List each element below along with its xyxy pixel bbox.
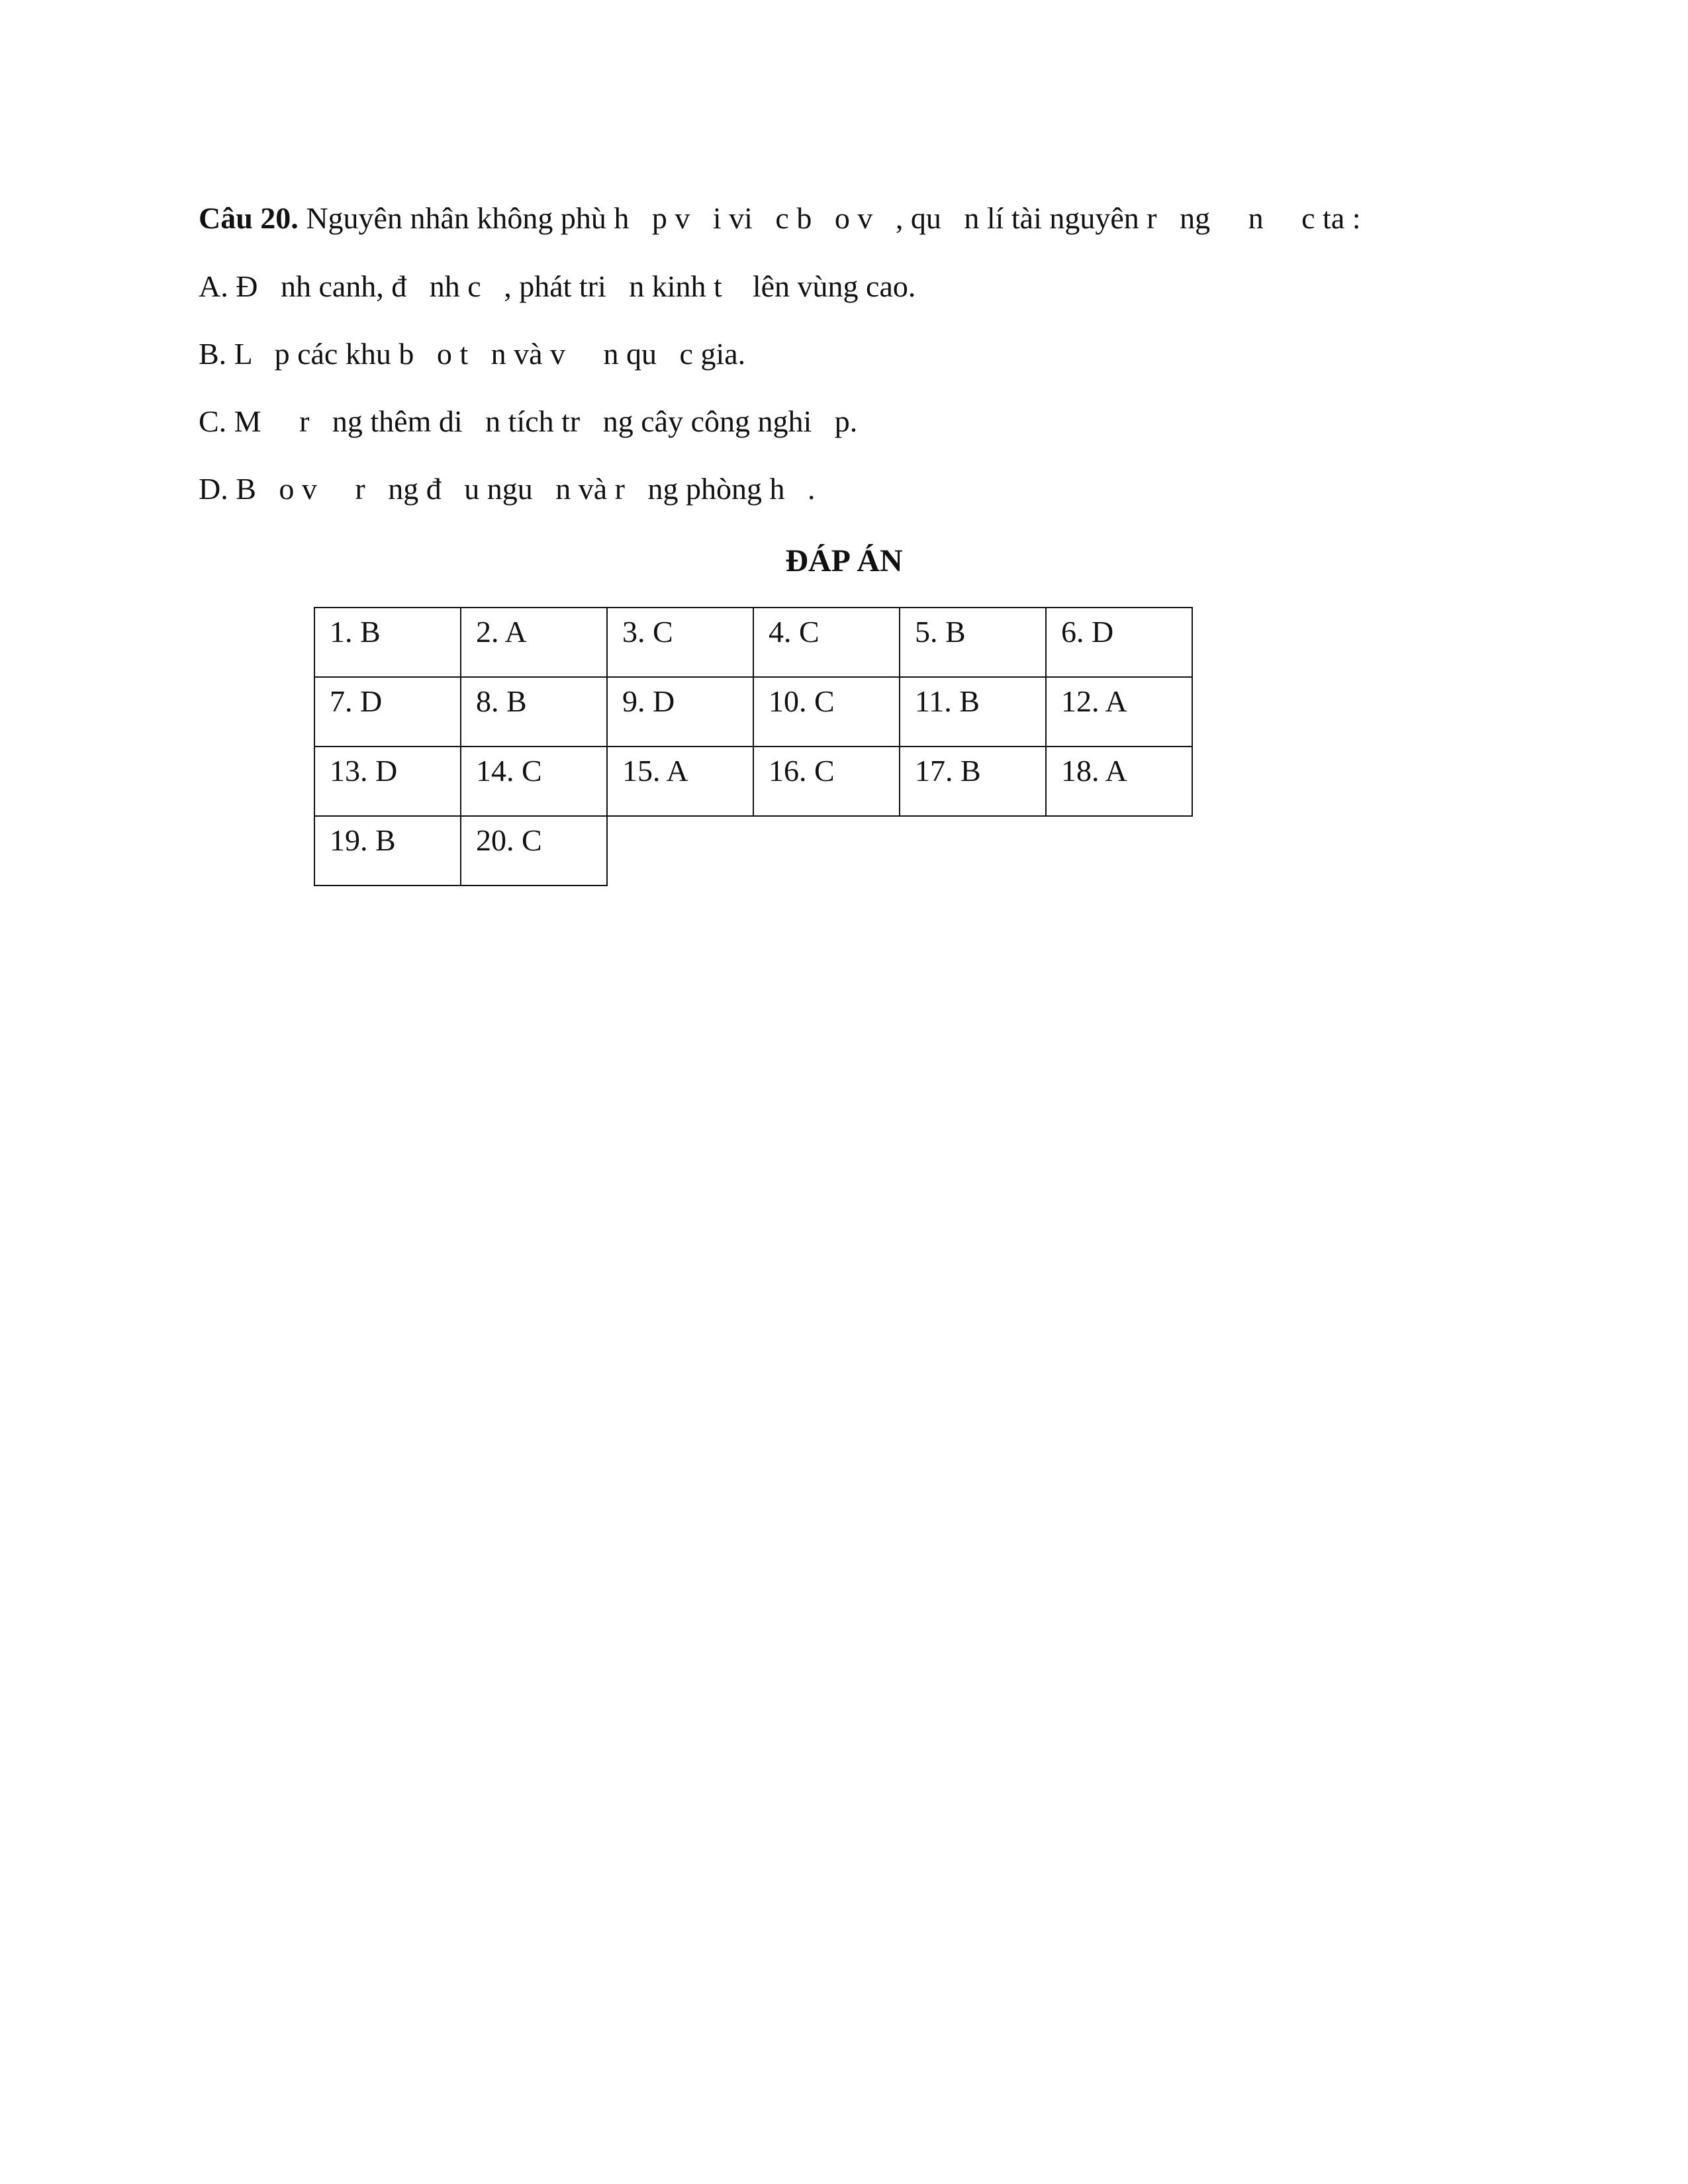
answer-cell: 9. D xyxy=(607,677,753,747)
answer-cell: 5. B xyxy=(900,608,1046,677)
answer-cell: 8. B xyxy=(461,677,607,747)
answer-cell: 13. D xyxy=(314,747,461,816)
table-row xyxy=(314,747,1192,816)
empty-cell xyxy=(607,816,753,886)
answer-cell: 17. B xyxy=(900,747,1046,816)
answer-cell: 19. B xyxy=(314,816,461,886)
answer-cell: 12. A xyxy=(1046,677,1192,747)
empty-cell xyxy=(753,816,900,886)
answer-key-title: ĐÁP ÁN xyxy=(785,543,903,578)
table-row xyxy=(314,608,1192,677)
option-d: D. B o v r ng đ u ngu n và r ng phòng h . xyxy=(199,472,816,506)
table-row xyxy=(314,677,1192,747)
answer-cell: 4. C xyxy=(753,608,900,677)
answer-cell: 18. A xyxy=(1046,747,1192,816)
answer-key-table xyxy=(314,607,1193,886)
answer-cell: 2. A xyxy=(461,608,607,677)
answer-cell: 16. C xyxy=(753,747,900,816)
empty-cell xyxy=(900,816,1046,886)
answer-cell: 3. C xyxy=(607,608,753,677)
question-number: Câu 20. xyxy=(199,201,299,235)
answer-cell: 14. C xyxy=(461,747,607,816)
option-a: A. Đ nh canh, đ nh c , phát tri n kinh t lên vùng cao. xyxy=(199,269,916,303)
answer-cell: 10. C xyxy=(753,677,900,747)
option-c: C. M r ng thêm di n tích tr ng cây công nghi p. xyxy=(199,404,858,438)
question-text: Nguyên nhân không phù h p v i vi c b o v , qu n lí tài nguyên r ng n c ta : xyxy=(298,201,1361,235)
table-row xyxy=(314,816,1192,886)
option-b: B. L p các khu b o t n và v n qu c gia. xyxy=(199,337,746,371)
empty-cell xyxy=(1046,816,1192,886)
answer-cell: 7. D xyxy=(314,677,461,747)
answer-cell: 11. B xyxy=(900,677,1046,747)
answer-cell: 6. D xyxy=(1046,608,1192,677)
answer-cell: 1. B xyxy=(314,608,461,677)
answer-cell: 20. C xyxy=(461,816,607,886)
answer-cell: 15. A xyxy=(607,747,753,816)
question-20 xyxy=(199,199,1361,238)
